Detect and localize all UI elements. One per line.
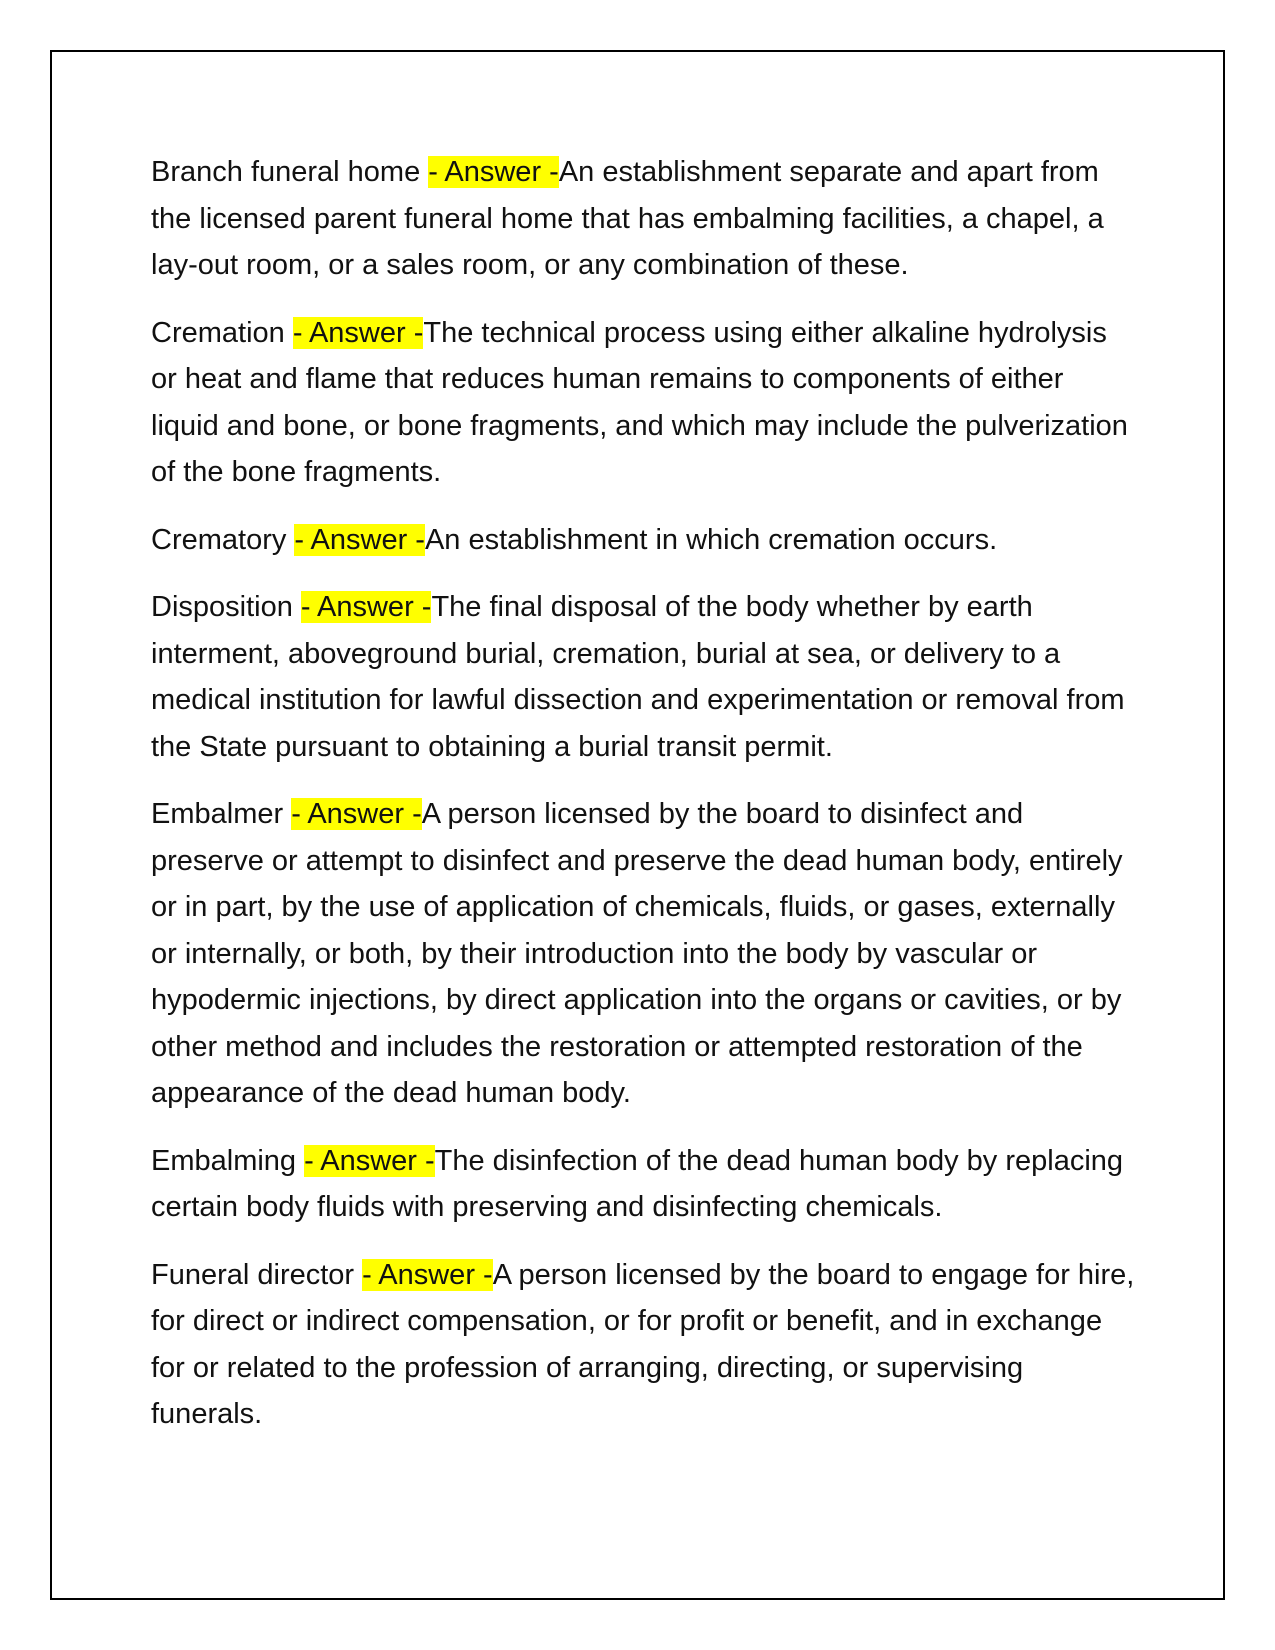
entry-term: Cremation (151, 316, 285, 349)
entry-funeral-director (151, 1252, 1136, 1438)
entry-cremation (151, 310, 1136, 496)
entry-definition: The technical process using either alkaline hydrolysis or heat and flame that reduces human remains to components of either liquid and bone, or bone fragments, and which may include the pulverization of the bone fragments. (151, 316, 1128, 488)
entry-term: Embalmer (151, 798, 284, 830)
entry-term: Crematory (151, 523, 287, 556)
entry-crematory (151, 517, 1136, 564)
answer-highlight: - Answer - (292, 316, 424, 349)
entry-definition: The final disposal of the body whether by earth interment, aboveground burial, cremation, burial at sea, or delivery to a medical institution for lawful dissection and experimentation or removal from the State pursuant to obtaining a burial transit permit. (151, 591, 1125, 763)
entry-embalming (151, 1138, 1136, 1231)
document-body (151, 149, 1136, 1459)
entry-disposition (151, 584, 1136, 770)
entry-definition: A person licensed by the board to engage for hire, for direct or indirect compensation, or for profit or benefit, and in exchange for or related to the profession of arranging, directing, or supervising funerals. (151, 1258, 1135, 1430)
entry-branch-funeral-home (151, 149, 1136, 289)
entry-term: Embalming (151, 1144, 297, 1177)
entry-term: Funeral director (151, 1258, 355, 1291)
answer-highlight: - Answer - (304, 1144, 435, 1177)
entry-term: Disposition (151, 591, 293, 623)
entry-definition: A person licensed by the board to disinfect and preserve or attempt to disinfect and preserve the dead human body, entirely or in part, by the use of application of chemicals, fluids, or gases, externally or internally, or both, by their introduction into the body by vascular or hypodermic injections, by direct application into the organs or cavities, or by other method and includes the restoration or attempted restoration of the appearance of the dead human body. (151, 798, 1123, 1109)
entry-term: Branch funeral home (151, 156, 421, 188)
answer-highlight: - Answer - (428, 156, 559, 188)
entry-embalmer (151, 791, 1136, 1117)
entry-definition: The disinfection of the dead human body by replacing certain body fluids with preserving and disinfecting chemicals. (151, 1144, 1124, 1223)
entry-definition: An establishment separate and apart from the licensed parent funeral home that has embalming facilities, a chapel, a lay-out room, or a sales room, or any combination of these. (151, 156, 1104, 281)
answer-highlight: - Answer - (294, 523, 425, 556)
entry-definition: An establishment in which cremation occurs. (424, 523, 998, 556)
answer-highlight: - Answer - (300, 591, 432, 623)
answer-highlight: - Answer - (291, 798, 422, 830)
answer-highlight: - Answer - (362, 1258, 493, 1291)
